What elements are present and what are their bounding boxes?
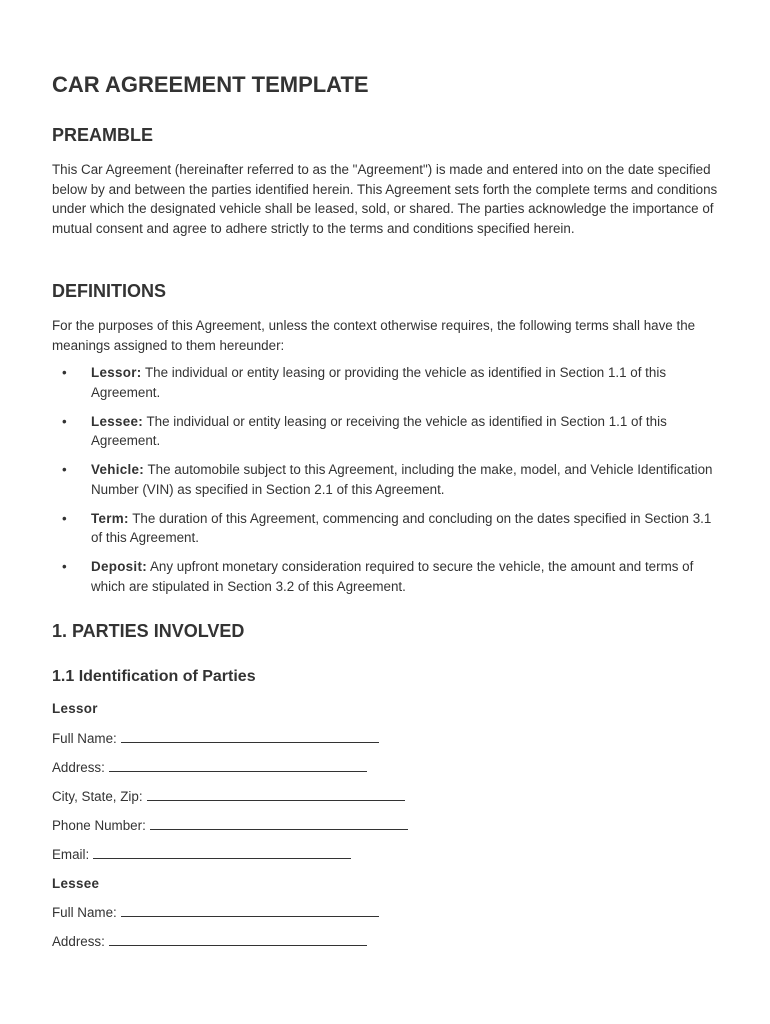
bullet-icon: • <box>62 510 67 526</box>
field-label: Full Name: <box>52 731 117 746</box>
lessor-address-field <box>52 759 367 775</box>
definition-text: The automobile subject to this Agreement, including the make, model, and Vehicle Identification Number (VIN) as specified in Section 2.1 of this Agreement. <box>91 462 713 497</box>
definition-item-deposit <box>52 557 722 596</box>
field-label: Phone Number: <box>52 818 146 833</box>
lessor-full-name-field <box>52 730 379 746</box>
bullet-icon: • <box>62 413 67 429</box>
lessor-email-field <box>52 846 351 862</box>
preamble-text: This Car Agreement (hereinafter referred to as the "Agreement") is made and entered into on the date specified below by and between the parties identified herein. This Agreement sets forth the complete terms and conditions under which the designated vehicle shall be leased, sold, or shared. The parties acknowledge the importance of mutual consent and agree to adhere strictly to the terms and conditions specified herein. <box>52 162 718 236</box>
lessor-email-blank[interactable] <box>93 846 351 859</box>
definitions-heading: DEFINITIONS <box>52 281 167 301</box>
definition-term: Lessor: <box>91 365 142 380</box>
lessee-address-field <box>52 933 367 949</box>
lessor-label: Lessor <box>52 701 98 716</box>
section1-heading: 1. PARTIES INVOLVED <box>52 621 245 641</box>
lessor-phone-blank[interactable] <box>150 817 408 830</box>
definition-text: The duration of this Agreement, commencing and concluding on the dates specified in Section 3.1 of this Agreement. <box>91 510 712 546</box>
definition-term: Deposit: <box>91 559 147 575</box>
lessor-phone-field <box>52 817 408 833</box>
definitions-list <box>52 363 722 606</box>
definition-item-term <box>52 509 722 548</box>
field-label: Full Name: <box>52 905 117 920</box>
field-label: City, State, Zip: <box>52 789 143 804</box>
definition-text: The individual or entity leasing or receiving the vehicle as identified in Section 1.1 of this Agreement. <box>91 413 667 449</box>
lessee-full-name-field <box>52 904 379 920</box>
section1-subheading: 1.1 Identification of Parties <box>52 668 256 685</box>
definition-item-vehicle <box>52 460 722 499</box>
definition-item-lessee <box>52 412 722 451</box>
bullet-icon: • <box>62 462 67 478</box>
document-title: CAR AGREEMENT TEMPLATE <box>52 72 369 97</box>
definition-term: Vehicle: <box>91 462 145 478</box>
field-label: Email: <box>52 847 90 862</box>
lessee-label: Lessee <box>52 876 100 891</box>
field-label: Address: <box>52 934 105 949</box>
lessor-full-name-blank[interactable] <box>121 730 379 743</box>
definition-text: The individual or entity leasing or providing the vehicle as identified in Section 1.1 of this Agreement. <box>91 365 667 400</box>
lessee-address-blank[interactable] <box>109 933 367 946</box>
lessor-address-blank[interactable] <box>109 759 367 772</box>
definition-text: Any upfront monetary consideration required to secure the vehicle, the amount and terms of which are stipulated in Section 3.2 of this Agreement. <box>91 559 694 594</box>
definitions-intro: For the purposes of this Agreement, unless the context otherwise requires, the following terms shall have the meanings assigned to them hereunder: <box>52 318 696 353</box>
bullet-icon: • <box>62 365 67 380</box>
field-label: Address: <box>52 760 105 775</box>
definition-term: Term: <box>91 510 129 526</box>
preamble-heading: PREAMBLE <box>52 125 154 145</box>
definition-item-lessor <box>52 363 722 402</box>
definition-term: Lessee: <box>91 413 143 429</box>
bullet-icon: • <box>62 559 67 575</box>
lessor-city-state-zip-field <box>52 788 405 804</box>
lessor-city-state-zip-blank[interactable] <box>147 788 405 801</box>
lessee-full-name-blank[interactable] <box>121 904 379 917</box>
